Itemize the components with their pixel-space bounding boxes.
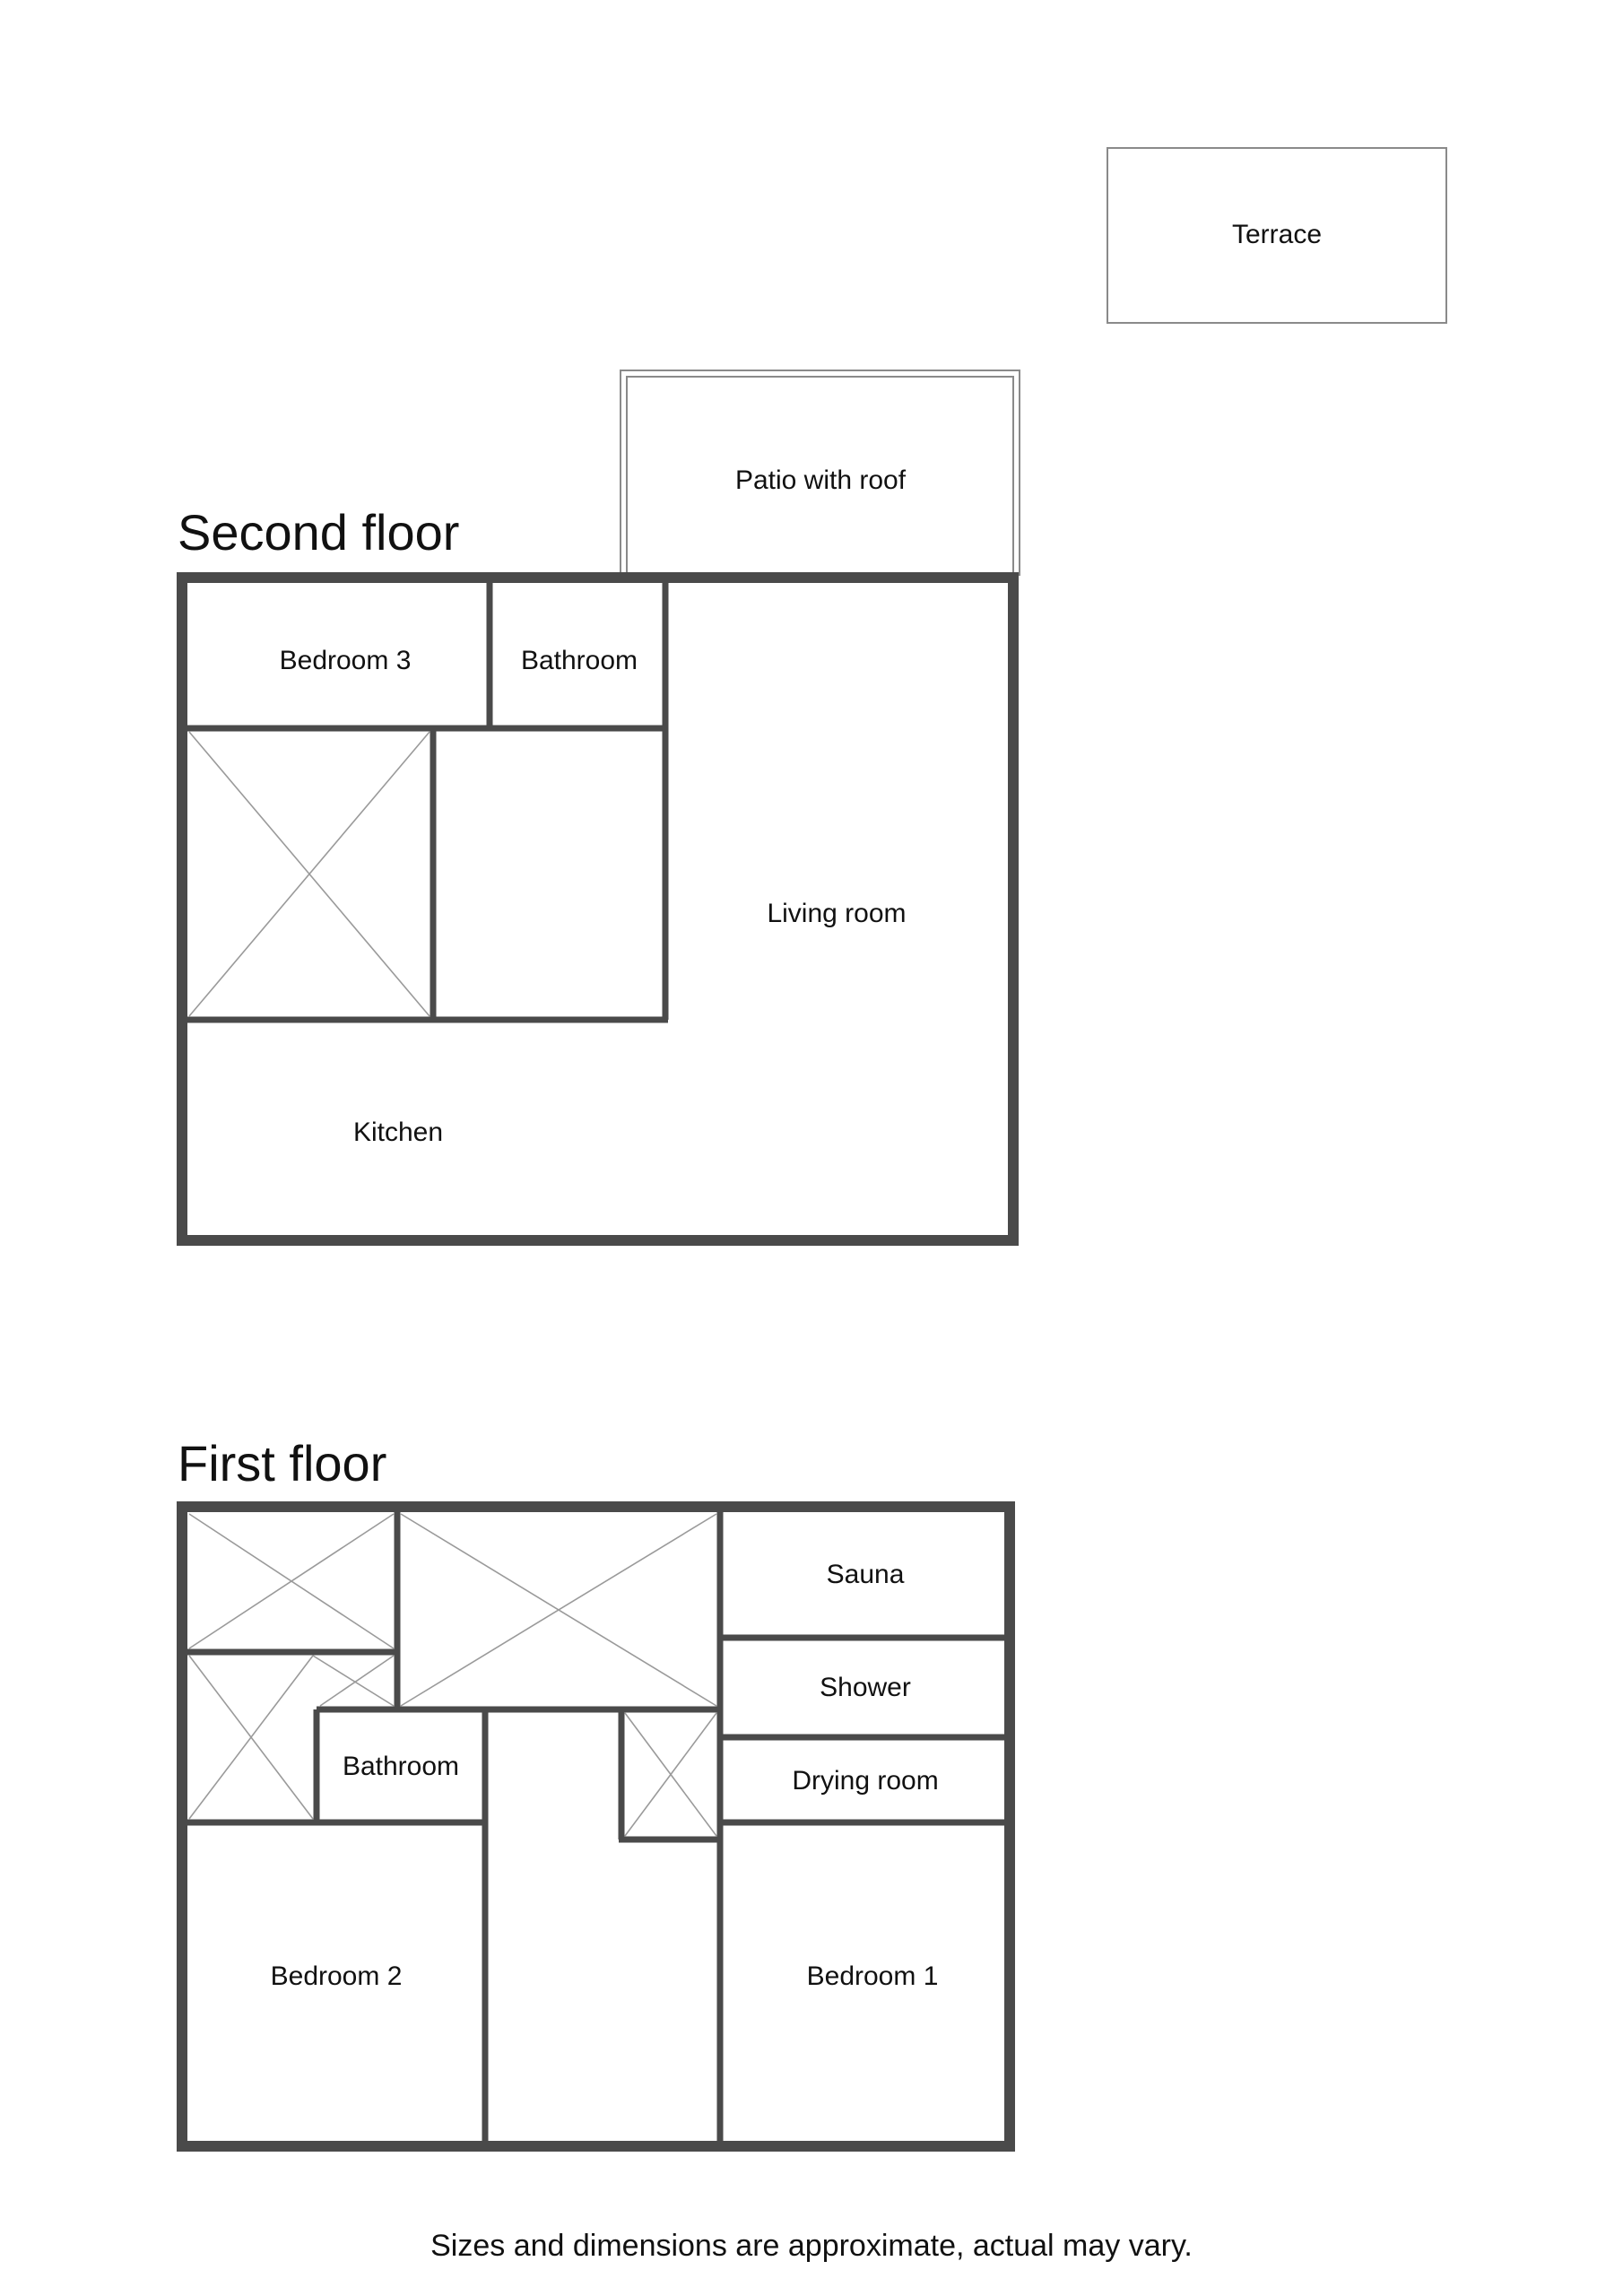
first-floor-bathroom-label: Bathroom [342, 1751, 460, 1781]
first-floor-closet-void [625, 1713, 716, 1836]
drying-room-label: Drying room [792, 1765, 939, 1796]
first-floor-stair-left [189, 1656, 394, 1819]
patio-label: Patio with roof [734, 465, 907, 495]
second-floor-plan [178, 148, 1446, 1240]
shower-label: Shower [820, 1672, 911, 1702]
bedroom3-label: Bedroom 3 [279, 645, 412, 675]
kitchen-label: Kitchen [352, 1117, 444, 1147]
living-room-label: Living room [767, 898, 907, 928]
second-floor-heading: Second floor [178, 504, 460, 561]
second-floor-stairwell [189, 732, 430, 1016]
terrace-label: Terrace [1231, 219, 1323, 249]
second-floor-bathroom-label: Bathroom [520, 645, 638, 675]
disclaimer-note: Sizes and dimensions are approximate, actual may vary. [430, 2229, 1193, 2263]
sauna-label: Sauna [826, 1559, 905, 1589]
first-floor-heading: First floor [178, 1435, 387, 1492]
first-floor-plan [178, 1435, 1010, 2146]
bedroom1-label: Bedroom 1 [806, 1961, 939, 1991]
bedroom2-label: Bedroom 2 [270, 1961, 403, 1991]
first-floor-void-top-center [401, 1514, 716, 1706]
first-floor-void-top-left [189, 1514, 394, 1648]
first-floor-exterior-wall [182, 1507, 1010, 2146]
